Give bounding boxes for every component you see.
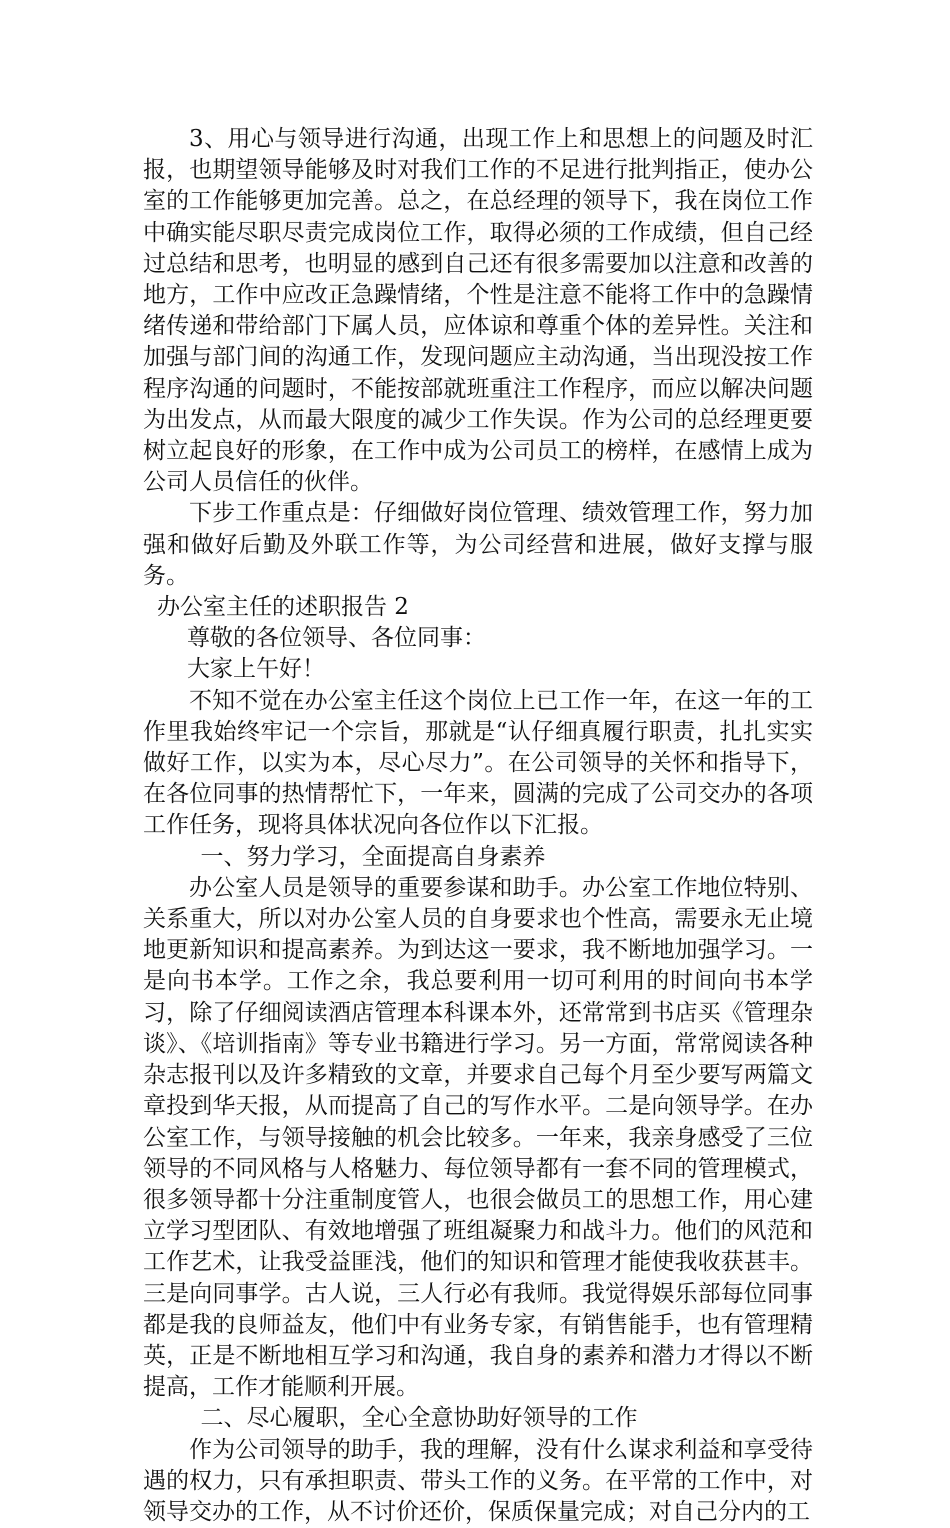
- section-heading-learning: 一、努力学习，全面提高自身素养: [200, 843, 546, 870]
- section-heading-duty: 二、尽心履职，全心全意协助好领导的工作: [200, 1405, 638, 1432]
- paragraph-next-steps: 下步工作重点是：仔细做好岗位管理、绩效管理工作，努力加强和做好后勤及外联工作等，为公司经营和进展，做好支撑与服务。: [143, 500, 813, 589]
- document-body: [143, 124, 813, 1528]
- paragraph-learning: 办公室人员是领导的重要参谋和助手。办公室工作地位特别、关系重大，所以对办公室人员的自身要求也个性高，需要永无止境地更新知识和提高素养。为到达这一要求，我不断地加强学习。一是向书本学。工作之余，我总要利用一切可利用的时间向书本学习，除了仔细阅读酒店管理本科课本外，还常常到书店买《管理杂谈》、《培训指南》等专业书籍进行学习。另一方面，常常阅读各种杂志报刊以及许多精致的文章，并要求自己每个月至少要写两篇文章投到华天报，从而提高了自己的写作水平。二是向领导学。在办公室工作，与领导接触的机会比较多。一年来，我亲身感受了三位领导的不同风格与人格魅力、每位领导都有一套不同的管理模式，很多领导都十分注重制度管人，也很会做员工的思想工作，用心建立学习型团队、有效地增强了班组凝聚力和战斗力。他们的风范和工作艺术，让我受益匪浅，他们的知识和管理才能使我收获甚丰。三是向同事学。古人说，三人行必有我师。我觉得娱乐部每位同事都是我的良师益友，他们中有业务专家，有销售能手，也有管理精英，正是不断地相互学习和沟通，我自身的素养和潜力才得以不断提高，工作才能顺利开展。: [143, 874, 813, 1401]
- greeting: 大家上午好！: [187, 656, 325, 683]
- paragraph-intro: 不知不觉在办公室主任这个岗位上已工作一年，在这一年的工作里我始终牢记一个宗旨，那就是“认仔细真履行职责，扎扎实实做好工作，以实为本，尽心尽力”。在公司领导的关怀和指导下，在各位同事的热情帮忙下，一年来，圆满的完成了公司交办的各项工作任务，现将具体状况向各位作以下汇报。: [143, 687, 813, 839]
- salutation: 尊敬的各位领导、各位同事：: [187, 625, 486, 652]
- paragraph-duty: 作为公司领导的助手，我的理解，没有什么谋求利益和享受待遇的权力，只有承担职责、带头工作的义务。在平常的工作中，对领导交办的工作，从不讨价还价，保质保量完成；对自己分内的工: [143, 1436, 813, 1525]
- report-title: 办公室主任的述职报告 2: [157, 594, 409, 621]
- paragraph-communication: 3、用心与领导进行沟通，出现工作上和思想上的问题及时汇报，也期望领导能够及时对我们工作的不足进行批判指正，使办公室的工作能够更加完善。总之，在总经理的领导下，我在岗位工作中确实能尽职尽责完成岗位工作，取得必须的工作成绩，但自己经过总结和思考，也明显的感到自己还有很多需要加以注意和改善的地方，工作中应改正急躁情绪，个性是注意不能将工作中的急躁情绪传递和带给部门下属人员，应体谅和尊重个体的差异性。关注和加强与部门间的沟通工作，发现问题应主动沟通，当出现没按工作程序沟通的问题时，不能按部就班重注工作程序，而应以解决问题为出发点，从而最大限度的减少工作失误。作为公司的总经理更要树立起良好的形象，在工作中成为公司员工的榜样，在感情上成为公司人员信任的伙伴。: [143, 126, 813, 496]
